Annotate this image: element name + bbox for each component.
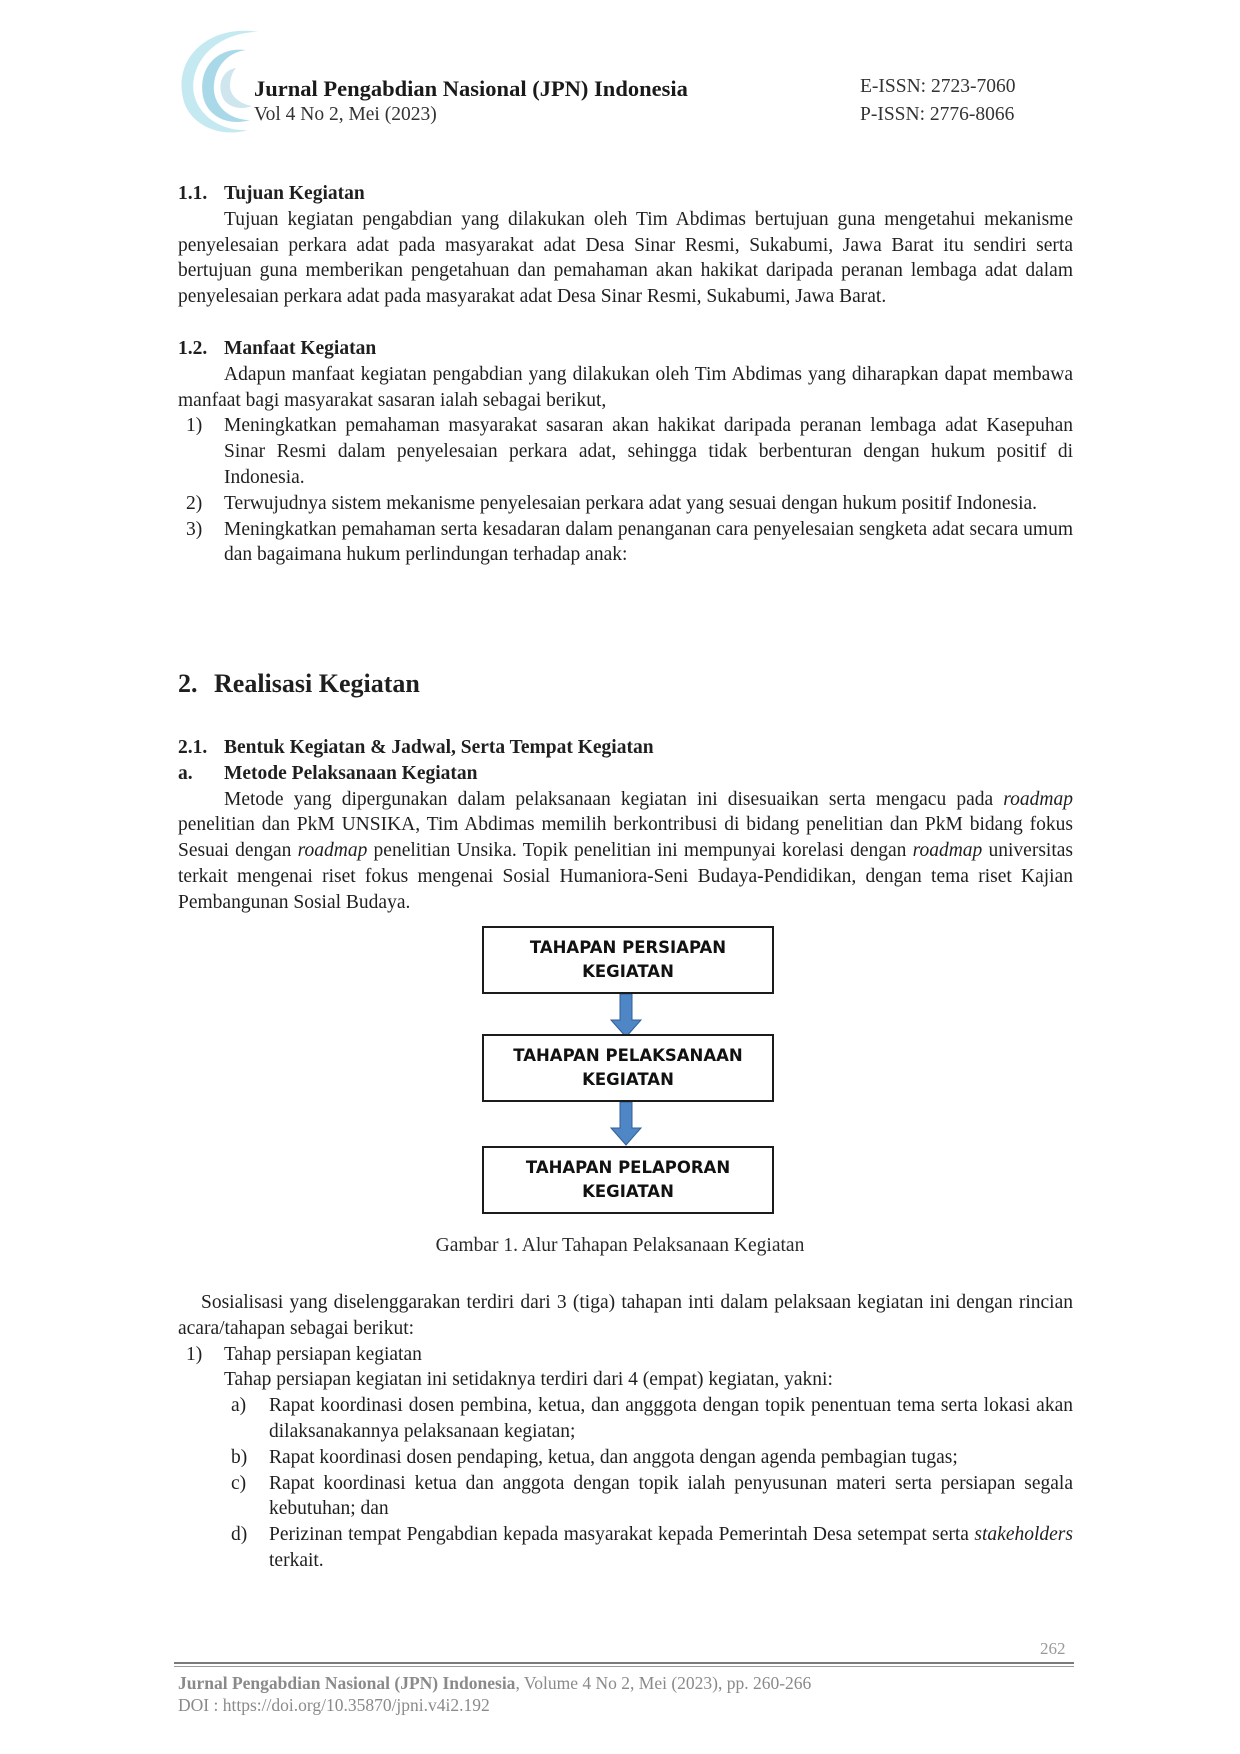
flow-box-pelaksanaan (482, 1034, 774, 1102)
sub-list-item (178, 1393, 1073, 1445)
section-2-heading (178, 669, 1073, 699)
text-run: penelitian Unsika. Topik penelitian ini mempunyai korelasi dengan (367, 840, 913, 862)
list-item (178, 491, 1073, 517)
footer-divider (174, 1666, 1074, 1667)
sub-list-marker: c) (231, 1472, 247, 1494)
heading-number: 1.1. (178, 183, 208, 204)
figure-caption: Gambar 1. Alur Tahapan Pelaksanaan Kegiatan (435, 1235, 805, 1256)
sub-list-text: Rapat koordinasi ketua dan anggota dengan topik ialah penyusunan materi serta persiapan segala kebutuhan; dan (269, 1472, 1073, 1520)
heading-1-2 (178, 336, 1073, 362)
list-text: Terwujudnya sistem mekanisme penyelesaian perkara adat yang sesuai dengan hukum positif Indonesia. (224, 492, 1038, 514)
list-marker: 1) (186, 415, 203, 437)
heading-text: Tujuan Kegiatan (224, 183, 365, 204)
down-arrow-icon (610, 1102, 642, 1146)
flow-box-pelaporan (482, 1146, 774, 1214)
journal-volume: Vol 4 No 2, Mei (2023) (254, 104, 437, 125)
list-marker: 3) (186, 518, 203, 540)
heading-number: 2.1. (178, 737, 208, 758)
italic-term: roadmap (297, 840, 368, 862)
footer-volume-pages: , Volume 4 No 2, Mei (2023), pp. 260-266 (515, 1673, 812, 1693)
flow-box-line: TAHAPAN PELAKSANAAN (513, 1046, 743, 1065)
eissn: E-ISSN: 2723-7060 (860, 76, 1016, 97)
list-marker: 2) (186, 492, 203, 514)
paragraph-metode (178, 787, 1073, 916)
footer-journal-name: Jurnal Pengabdian Nasional (JPN) Indonesia (178, 1673, 516, 1693)
sub-list-item (178, 1471, 1073, 1523)
footer-doi: DOI : https://doi.org/10.35870/jpni.v4i2.192 (178, 1695, 490, 1715)
page-number: 262 (1040, 1639, 1066, 1658)
text-run: Perizinan tempat Pengabdian kepada masyarakat kepada Pemerintah Desa setempat serta (269, 1524, 975, 1546)
sosialisasi-content (178, 1290, 1073, 1574)
heading-number: 2. (178, 669, 198, 698)
heading-text: Manfaat Kegiatan (224, 337, 377, 359)
heading-text: Bentuk Kegiatan & Jadwal, Serta Tempat Kegiatan (224, 737, 654, 758)
sub-list-item (178, 1445, 1073, 1471)
flow-box-line: TAHAPAN PELAPORAN (525, 1158, 731, 1177)
list-marker: 1) (186, 1343, 203, 1365)
footer-citation (178, 1673, 811, 1694)
heading-number: 1.2. (178, 337, 208, 359)
sub-list-text: Rapat koordinasi dosen pembina, ketua, dan angggota dengan topik penentuan tema serta lokasi akan dilaksanakannya pelaksanaan kegiatan; (269, 1395, 1073, 1442)
italic-term: roadmap (1003, 788, 1073, 810)
heading-2-1 (178, 735, 1073, 761)
list-item (178, 1342, 1073, 1368)
list-item (178, 413, 1073, 490)
heading-2 (178, 669, 1073, 699)
text-run: universitas terkait mengenai riset fokus mengenai Sosial Humaniora-Seni Budaya-Pendidikan, dengan tema riset Kajian Pembangunan Sosial Budaya. (178, 840, 1073, 913)
italic-term: stakeholders (974, 1524, 1073, 1546)
list-text: Tahap persiapan kegiatan (224, 1343, 422, 1365)
list-text: Meningkatkan pemahaman serta kesadaran dalam penanganan cara penyelesaian sengketa adat secara umum dan bagaimana hukum perlindungan terhadap anak: (224, 518, 1073, 566)
flow-box-line: KEGIATAN (582, 1182, 674, 1201)
section-2-1-content (178, 735, 1073, 916)
flow-box-persiapan (482, 926, 774, 994)
flow-box-line: KEGIATAN (582, 1070, 674, 1089)
subheading-a (178, 761, 1073, 787)
heading-1-1 (178, 181, 1073, 207)
list-text: Meningkatkan pemahaman masyarakat sasaran akan hakikat daripada peranan lembaga adat Kasepuhan Sinar Resmi dalam penyelesaian perkara adat, sehingga tidak berbenturan dengan hukum positif di Indonesia. (224, 415, 1073, 488)
sub-list-marker: a) (231, 1395, 247, 1417)
italic-term: roadmap (912, 840, 983, 862)
journal-title: Jurnal Pengabdian Nasional (JPN) Indonesia (254, 76, 688, 101)
paragraph-sosialisasi: Sosialisasi yang diselenggarakan terdiri dari 3 (tiga) tahapan inti dalam pelaksaan kegiatan ini dengan rincian acara/tahapan sebagai berikut: (178, 1292, 1073, 1339)
subheading-marker: a. (178, 762, 193, 784)
paragraph-tujuan: Tujuan kegiatan pengabdian yang dilakukan oleh Tim Abdimas bertujuan guna mengetahui mekanisme penyelesaian perkara adat pada masyarakat adat Desa Sinar Resmi, Sukabumi, Jawa Barat itu sendiri serta bertujuan guna memberikan pengetahuan dan pemahaman akan hakikat daripada peranan lembaga adat dalam penyelesaian perkara adat pada masyarakat adat Desa Sinar Resmi, Sukabumi, Jawa Barat. (178, 208, 1073, 308)
list-item (178, 517, 1073, 569)
subheading-text: Metode Pelaksanaan Kegiatan (224, 762, 478, 784)
sub-list-marker: d) (231, 1524, 248, 1546)
pissn: P-ISSN: 2776-8066 (860, 104, 1015, 125)
sub-list-text: Rapat koordinasi dosen pendaping, ketua, dan anggota dengan agenda pembagian tugas; (269, 1446, 958, 1468)
sub-list-marker: b) (231, 1446, 248, 1468)
paragraph-persiapan-intro: Tahap persiapan kegiatan ini setidaknya terdiri dari 4 (empat) kegiatan, yakni: (224, 1369, 833, 1391)
heading-text: Realisasi Kegiatan (214, 669, 420, 698)
text-run: Metode yang dipergunakan dalam pelaksanaan kegiatan ini disesuaikan serta mengacu pada (224, 788, 1004, 810)
sub-list-item (178, 1522, 1073, 1574)
text-run: penelitian dan PkM UNSIKA, Tim Abdimas memilih berkontribusi di bidang penelitian dan PkM bidang fokus Sesuai dengan (178, 814, 1073, 862)
footer-divider (174, 1662, 1074, 1664)
flow-box-line: TAHAPAN PERSIAPAN (529, 938, 727, 957)
down-arrow-icon (610, 994, 642, 1038)
flow-box-line: KEGIATAN (582, 962, 674, 981)
text-run: terkait. (269, 1549, 324, 1571)
paragraph-manfaat: Adapun manfaat kegiatan pengabdian yang dilakukan oleh Tim Abdimas yang diharapkan dapat membawa manfaat bagi masyarakat sasaran ialah sebagai berikut, (178, 363, 1073, 411)
section-1-content (178, 181, 1073, 568)
